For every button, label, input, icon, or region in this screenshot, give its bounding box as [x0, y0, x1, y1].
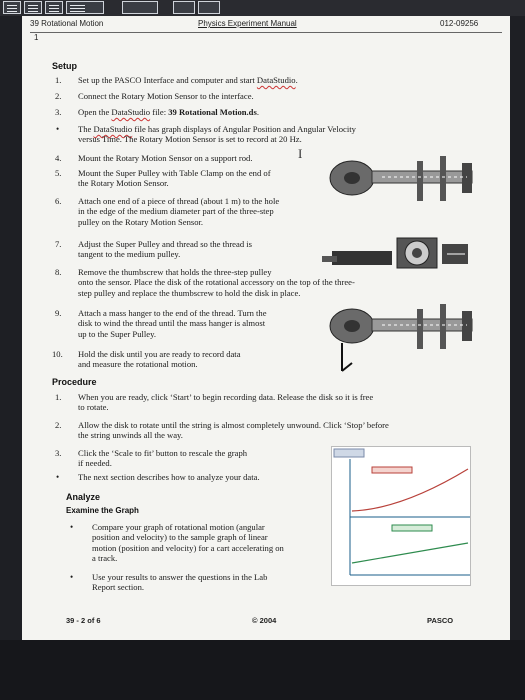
procedure-step-3-number: 3.	[55, 448, 62, 458]
toolbar-list-button-2[interactable]	[24, 1, 42, 14]
mass-hanger-icon	[322, 301, 482, 381]
procedure-step-3	[78, 448, 247, 469]
procedure-step-3-line-2: if needed.	[78, 458, 112, 469]
analyze-bullet-1-line-2: position and velocity) to the sample graph of linear	[92, 532, 268, 543]
brand-name: PASCO	[427, 616, 454, 625]
setup-step-6	[78, 196, 279, 227]
setup-bullet-datastudio	[78, 124, 356, 145]
analyze-bullet-1-line-4: a track.	[92, 553, 118, 564]
manual-title: Physics Experiment Manual	[198, 19, 297, 28]
sample-graph-icon	[331, 446, 471, 586]
procedure-bullet-marker: •	[56, 472, 60, 482]
setup-step-8-line-1: Remove the thumbscrew that holds the three-step pulley	[78, 267, 272, 277]
setup-bullet-line-2: versus Time. The Rotary Motion Sensor is set to record at 20 Hz.	[78, 134, 302, 145]
analyze-bullet-1-line-3: motion (position and velocity) for a cart accelerating on	[92, 542, 284, 553]
copyright: © 2004	[252, 616, 277, 625]
analyze-bullet-1-marker: •	[70, 522, 74, 532]
setup-step-7	[78, 239, 252, 260]
setup-step-10-line-2: and measure the rotational motion.	[78, 359, 198, 370]
setup-step-1	[78, 75, 298, 85]
setup-step-3-filename: 39 Rotational Motion.ds	[168, 107, 257, 117]
analyze-bullet-2-marker: •	[70, 572, 74, 582]
header-marker: 1	[34, 33, 39, 42]
document-number: 012-09256	[440, 19, 479, 28]
setup-step-10-line-1: Hold the disk until you are ready to record data	[78, 349, 241, 359]
setup-step-6-line-3: pulley on the Rotary Motion Sensor.	[78, 216, 204, 227]
setup-step-8	[78, 267, 355, 298]
procedure-step-2-number: 2.	[55, 420, 62, 430]
procedure-heading: Procedure	[52, 377, 97, 387]
document-page	[22, 16, 510, 640]
setup-step-4-number: 4.	[55, 153, 62, 163]
analyze-bullet-2-line-1: Use your results to answer the questions in the Lab	[92, 572, 268, 582]
analyze-heading: Analyze	[66, 492, 101, 502]
header-divider	[30, 32, 502, 33]
setup-step-6-line-1: Attach one end of a piece of thread (about 1 m) to the hole	[78, 196, 280, 206]
procedure-step-2	[78, 420, 389, 441]
setup-bullet-text-b: file has graph displays of Angular Position and Angular Velocity	[132, 124, 356, 134]
procedure-step-2-line-1: Allow the disk to rotate until the string is almost completely unwound. Click ‘Stop’ before	[78, 420, 389, 430]
setup-step-1-end: .	[295, 75, 298, 85]
chapter-title: 39 Rotational Motion	[30, 19, 104, 28]
toolbar-grid-button[interactable]	[122, 1, 158, 14]
toolbar-list-button-1[interactable]	[3, 1, 21, 14]
setup-step-6-number: 6.	[55, 196, 62, 206]
toolbar-list-dropdown[interactable]	[66, 1, 104, 14]
analyze-bullet-2-line-2: Report section.	[92, 582, 145, 593]
analyze-bullet-1	[92, 522, 284, 564]
toolbar-list-button-3[interactable]	[45, 1, 63, 14]
procedure-step-1-line-2: to rotate.	[78, 402, 109, 413]
setup-step-7-number: 7.	[55, 239, 62, 249]
window-toolbar	[0, 0, 525, 16]
setup-step-8-number: 8.	[55, 267, 62, 277]
examine-graph-subheading: Examine the Graph	[66, 506, 139, 515]
setup-step-6-line-2: in the edge of the medium diameter part of the three-step	[78, 206, 274, 217]
setup-step-4: Mount the Rotary Motion Sensor on a support rod.	[78, 153, 253, 163]
setup-step-9-line-3: up to the Super Pulley.	[78, 328, 156, 339]
text-cursor-icon: I	[298, 146, 303, 161]
setup-bullet-marker: •	[56, 124, 60, 134]
rotary-motion-sensor-icon	[322, 151, 482, 206]
setup-step-8-line-2: onto the sensor. Place the disk of the rotational accessory on the top of the three-	[78, 277, 355, 288]
procedure-step-2-line-2: the string unwinds all the way.	[78, 430, 183, 441]
setup-heading: Setup	[52, 61, 78, 71]
setup-step-5	[78, 168, 271, 189]
setup-step-3-number: 3.	[55, 107, 62, 117]
setup-step-3-file: file:	[150, 107, 169, 117]
setup-step-3-end: .	[256, 107, 259, 117]
analyze-bullet-2	[92, 572, 267, 593]
setup-step-7-line-1: Adjust the Super Pulley and thread so the thread is	[78, 239, 252, 249]
datastudio-link: DataStudio	[111, 107, 151, 117]
setup-step-9-number: 9.	[55, 308, 62, 318]
setup-step-5-number: 5.	[55, 168, 62, 178]
setup-step-2-number: 2.	[55, 91, 62, 101]
setup-step-9	[78, 308, 267, 339]
procedure-bullet: The next section describes how to analyze your data.	[78, 472, 260, 482]
setup-step-3-text: Open the	[78, 107, 112, 117]
setup-step-3	[78, 107, 259, 117]
setup-bullet-text-a: The	[78, 124, 94, 134]
toolbar-table-button[interactable]	[198, 1, 220, 14]
toolbar-chart-button[interactable]	[173, 1, 195, 14]
setup-step-10	[78, 349, 241, 370]
setup-step-5-line-1: Mount the Super Pulley with Table Clamp on the end of	[78, 168, 271, 178]
analyze-bullet-1-line-1: Compare your graph of rotational motion (angular	[92, 522, 265, 532]
background-surface	[0, 640, 525, 700]
procedure-step-3-line-1: Click the ‘Scale to fit’ button to rescale the graph	[78, 448, 248, 458]
setup-step-9-line-1: Attach a mass hanger to the end of the thread. Turn the	[78, 308, 267, 318]
setup-step-2: Connect the Rotary Motion Sensor to the interface.	[78, 91, 254, 101]
setup-step-9-line-2: disk to wind the thread until the mass hanger is almost	[78, 318, 266, 329]
datastudio-link: DataStudio	[93, 124, 133, 134]
setup-step-7-line-2: tangent to the medium pulley.	[78, 249, 181, 260]
setup-step-10-number: 10.	[52, 349, 63, 359]
page-number: 39 - 2 of 6	[66, 616, 101, 625]
procedure-step-1-line-1: When you are ready, click ‘Start’ to begin recording data. Release the disk so it is free	[78, 392, 374, 402]
setup-step-1-number: 1.	[55, 75, 62, 85]
super-pulley-icon	[322, 226, 472, 276]
procedure-step-1-number: 1.	[55, 392, 62, 402]
setup-step-8-line-3: step pulley and replace the thumbscrew to hold the disk in place.	[78, 287, 301, 298]
setup-step-1-text: Set up the PASCO Interface and computer and start	[78, 75, 257, 85]
procedure-step-1	[78, 392, 373, 413]
setup-step-5-line-2: the Rotary Motion Sensor.	[78, 178, 169, 189]
datastudio-link: DataStudio	[256, 75, 296, 85]
